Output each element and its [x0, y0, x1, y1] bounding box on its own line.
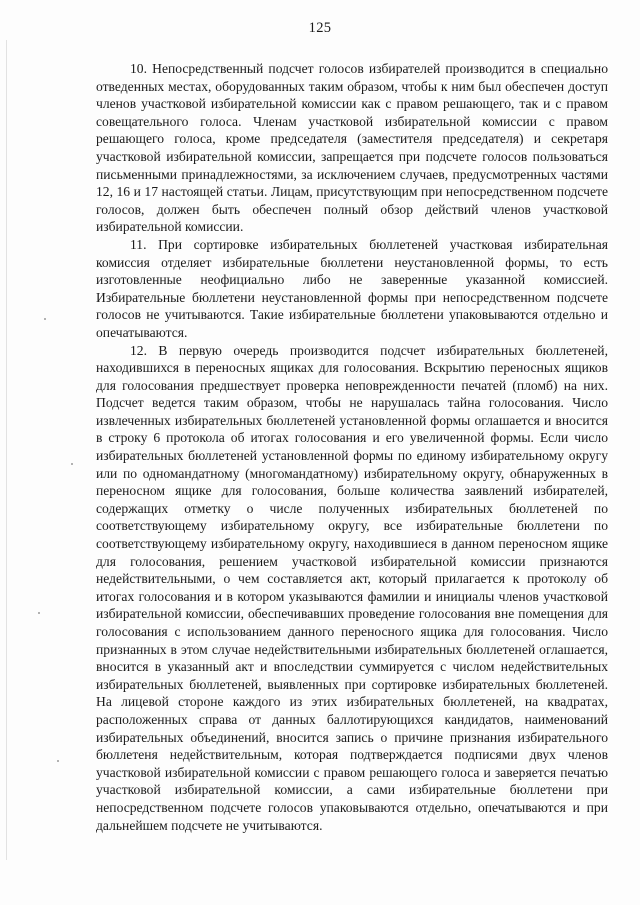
scan-speck: [38, 612, 40, 614]
body-text: [96, 60, 608, 834]
scan-speck: [71, 463, 73, 465]
page-number: 125: [308, 20, 332, 36]
paragraph-11: 11. При сортировке избирательных бюллетеней участковая избирательная комиссия отделяет избирательные бюллетени неустановленной формы, то есть изготовленные неофициально либо не заверенные указанной комиссией. Избирательные бюллетени неустановленной формы при непосредственном подсчете голосов не учитываются. Такие избирательные бюллетени упаковываются отдельно и опечатываются.: [96, 236, 608, 340]
scan-speck: [44, 318, 46, 320]
paragraph-12: 12. В первую очередь производится подсчет избирательных бюллетеней, находившихся в переносных ящиках для голосования. Вскрытию переносных ящиков для голосования предшествует проверка неповрежденности печатей (пломб) на них. Подсчет ведется таким образом, чтобы не нарушалась тайна голосования. Число извлеченных избирательных бюллетеней установленной формы оглашается и вносится в строку 6 протокола об итогах голосования и его увеличенной формы. Если число избирательных бюллетеней установленной формы по единому избирательному округу или по одномандатному (многомандатному) избирательному округу, обнаруженных в переносном ящике для голосования, больше количества заявлений избирателей, содержащих отметку о числе полученных избирательных бюллетеней по соответствующему избирательному округу, все избирательные бюллетени по соответствующему избирательному округу, находившиеся в данном переносном ящике для голосования, решением участковой избирательной комиссии признаются недействительными, о чем составляется акт, который прилагается к протоколу об итогах голосования и в котором указываются фамилии и инициалы членов участковой избирательной комиссии, обеспечивавших проведение голосования вне помещения для голосования с использованием данного переносного ящика для голосования. Число признанных в этом случае недействительными избирательных бюллетеней оглашается, вносится в указанный акт и впоследствии суммируется с числом недействительных избирательных бюллетеней, выявленных при сортировке избирательных бюллетеней. На лицевой стороне каждого из этих избирательных бюллетеней, на квадратах, расположенных справа от данных баллотирующихся кандидатов, наименований избирательных объединений, вносится запись о причине признания избирательного бюллетеня недействительным, которая подтверждается подписями двух членов участковой избирательной комиссии с правом решающего голоса и заверяется печатью участковой избирательной комиссии, а сами избирательные бюллетени при непосредственном подсчете голосов упаковываются отдельно, опечатываются и при дальнейшем подсчете не учитываются.: [96, 342, 608, 833]
scan-speck: [57, 760, 59, 762]
scan-margin-line: [6, 40, 7, 860]
paragraph-10: 10. Непосредственный подсчет голосов избирателей производится в специально отведенных местах, оборудованных таким образом, чтобы к ним был обеспечен доступ членов участковой избирательной комиссии как с правом решающего, так и с правом совещательного голоса. Членам участковой избирательной комиссии с правом решающего голоса, кроме председателя (заместителя председателя) и секретаря участковой избирательной комиссии, запрещается при подсчете голосов пользоваться письменными принадлежностями, за исключением случаев, предусмотренных частями 12, 16 и 17 настоящей статьи. Лицам, присутствующим при непосредственном подсчете голосов, должен быть обеспечен полный обзор действий членов участковой избирательной комиссии.: [96, 61, 608, 235]
